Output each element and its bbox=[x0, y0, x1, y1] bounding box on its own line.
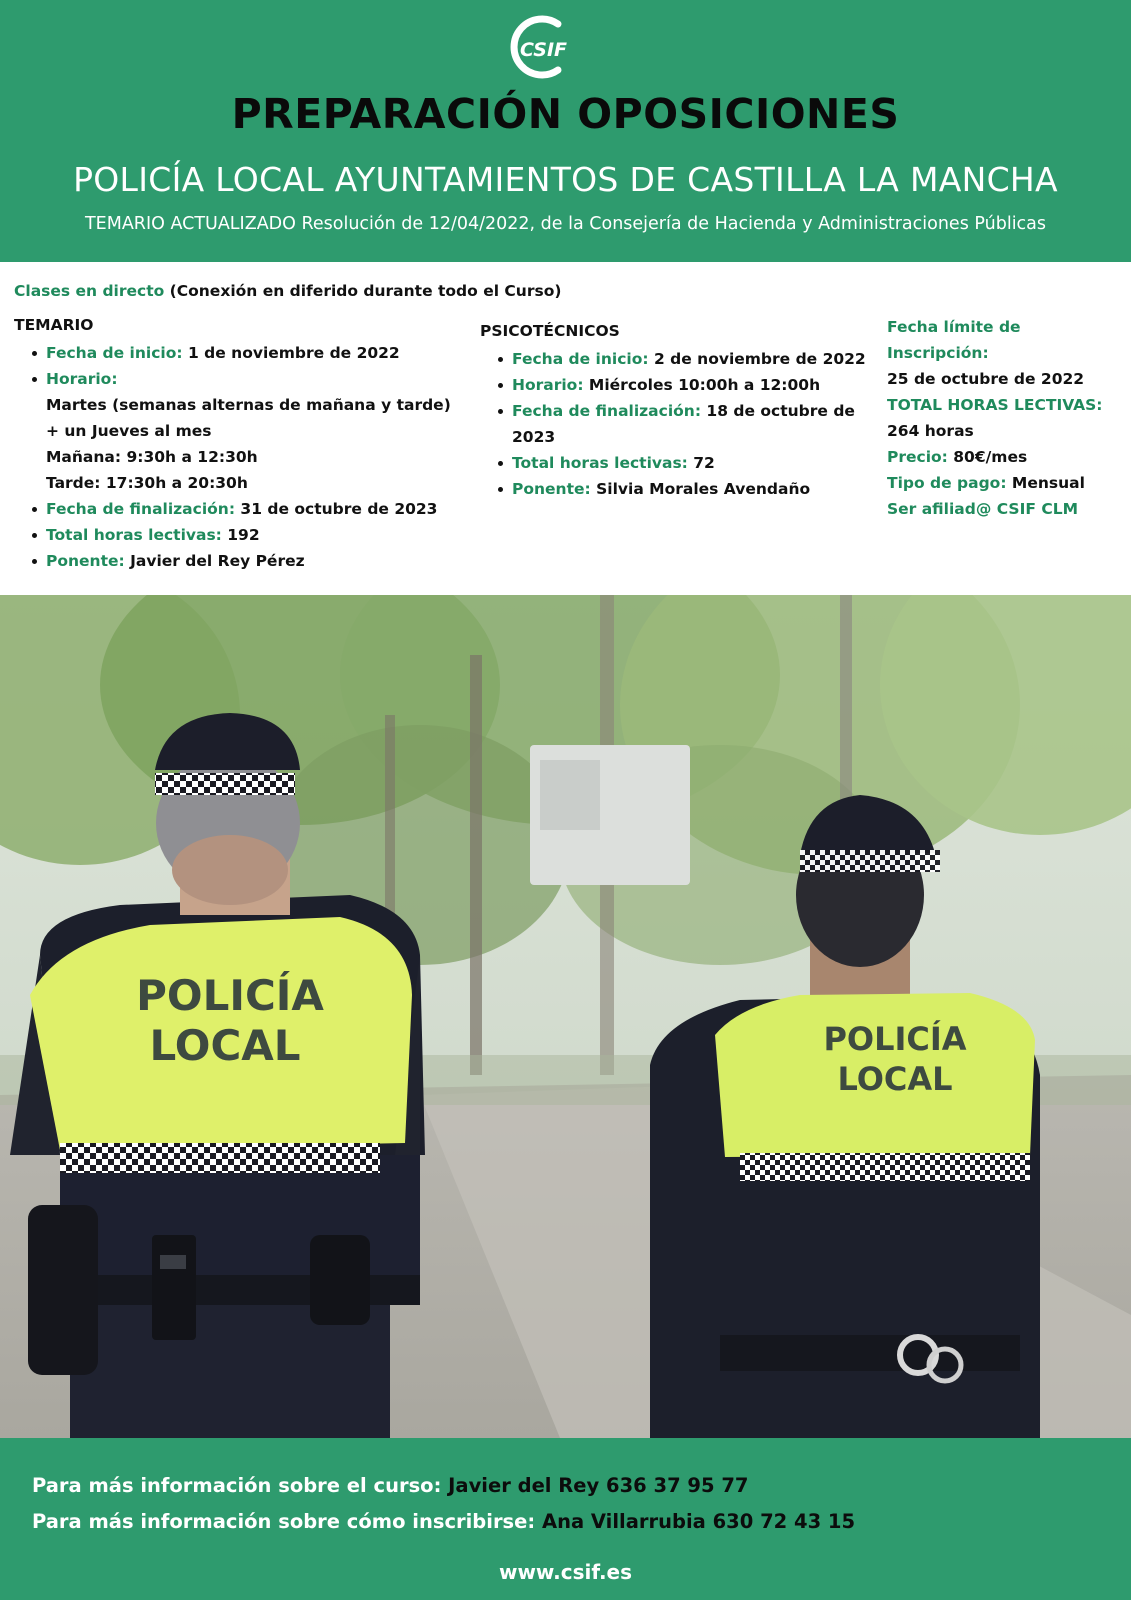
item-value: 2 de noviembre de 2022 bbox=[648, 350, 866, 368]
list-item bbox=[480, 450, 880, 476]
price-label: Precio: bbox=[887, 448, 948, 466]
vest-text-left-1: POLICÍA bbox=[136, 971, 324, 1020]
item-value: Javier del Rey Pérez bbox=[124, 552, 305, 570]
item-label: Horario: bbox=[46, 370, 118, 388]
website-link[interactable]: www.csif.es bbox=[498, 1560, 633, 1584]
horario-line: Tarde: 17:30h a 20:30h bbox=[46, 474, 248, 492]
enroll-contact-line bbox=[32, 1510, 855, 1533]
deadline-value: 25 de octubre de 2022 bbox=[887, 370, 1085, 388]
clases-line bbox=[14, 282, 561, 300]
horario-line: Mañana: 9:30h a 12:30h bbox=[46, 448, 258, 466]
total-hours-label: TOTAL HORAS LECTIVAS: bbox=[887, 396, 1103, 414]
police-photo bbox=[0, 595, 1131, 1438]
deadline-label: Fecha límite de Inscripción: bbox=[887, 318, 1021, 362]
course-contact-value[interactable]: Javier del Rey 636 37 95 77 bbox=[441, 1474, 749, 1497]
course-contact-label: Para más información sobre el curso: bbox=[32, 1474, 442, 1497]
item-label: Total horas lectivas: bbox=[512, 454, 688, 472]
list-item bbox=[14, 340, 464, 366]
list-item bbox=[14, 496, 464, 522]
vest-text-right-1: POLICÍA bbox=[823, 1020, 967, 1058]
item-label: Ponente: bbox=[512, 480, 591, 498]
list-item bbox=[14, 366, 464, 496]
temario-column bbox=[14, 316, 464, 574]
item-label: Fecha de inicio: bbox=[512, 350, 649, 368]
csif-logo bbox=[506, 14, 576, 80]
item-value: 192 bbox=[221, 526, 260, 544]
vest-text-right-2: LOCAL bbox=[837, 1060, 953, 1098]
item-label: Total horas lectivas: bbox=[46, 526, 222, 544]
item-value: 31 de octubre de 2023 bbox=[235, 500, 438, 518]
enroll-contact-value[interactable]: Ana Villarrubia 630 72 43 15 bbox=[535, 1510, 856, 1533]
item-value: 1 de noviembre de 2022 bbox=[182, 344, 400, 362]
enroll-contact-label: Para más información sobre cómo inscribirse: bbox=[32, 1510, 536, 1533]
item-value: Miércoles 10:00h a 12:00h bbox=[583, 376, 821, 394]
list-item bbox=[14, 548, 464, 574]
summary-column bbox=[887, 314, 1127, 522]
total-hours-value: 264 horas bbox=[887, 422, 974, 440]
header-banner bbox=[0, 0, 1131, 262]
page-subtitle: POLICÍA LOCAL AYUNTAMIENTOS DE CASTILLA LA MANCHA bbox=[73, 160, 1058, 199]
list-item bbox=[480, 372, 880, 398]
item-label: Ponente: bbox=[46, 552, 125, 570]
logo-text: CSIF bbox=[520, 39, 567, 61]
list-item bbox=[14, 522, 464, 548]
list-item bbox=[480, 476, 880, 502]
temario-title: TEMARIO bbox=[14, 316, 94, 334]
resolution-text: TEMARIO ACTUALIZADO Resolución de 12/04/2022, de la Consejería de Hacienda y Administraciones Públicas bbox=[84, 214, 1047, 234]
course-contact-line bbox=[32, 1474, 748, 1497]
item-value: 18 de octubre de 2023 bbox=[512, 402, 855, 446]
psicotecnicos-title: PSICOTÉCNICOS bbox=[480, 322, 620, 340]
list-item bbox=[480, 346, 880, 372]
psicotecnicos-column bbox=[480, 322, 880, 502]
item-value: 72 bbox=[687, 454, 715, 472]
membership-note: Ser afiliad@ CSIF CLM bbox=[887, 500, 1078, 518]
horario-line: + un Jueves al mes bbox=[46, 422, 212, 440]
vest-text-left-2: LOCAL bbox=[149, 1021, 301, 1070]
clases-label: Clases en directo bbox=[14, 282, 165, 300]
payment-value: Mensual bbox=[1006, 474, 1085, 492]
item-value: Silvia Morales Avendaño bbox=[590, 480, 811, 498]
footer bbox=[0, 1438, 1131, 1600]
item-label: Horario: bbox=[512, 376, 584, 394]
item-label: Fecha de finalización: bbox=[512, 402, 702, 420]
list-item bbox=[480, 398, 880, 450]
clases-note: (Conexión en diferido durante todo el Curso) bbox=[164, 282, 562, 300]
payment-label: Tipo de pago: bbox=[887, 474, 1007, 492]
page-title: PREPARACIÓN OPOSICIONES bbox=[231, 90, 900, 138]
course-info bbox=[0, 262, 1131, 595]
item-label: Fecha de inicio: bbox=[46, 344, 183, 362]
item-label: Fecha de finalización: bbox=[46, 500, 236, 518]
price-value: 80€/mes bbox=[947, 448, 1028, 466]
horario-line: Martes (semanas alternas de mañana y tarde) bbox=[46, 396, 451, 414]
